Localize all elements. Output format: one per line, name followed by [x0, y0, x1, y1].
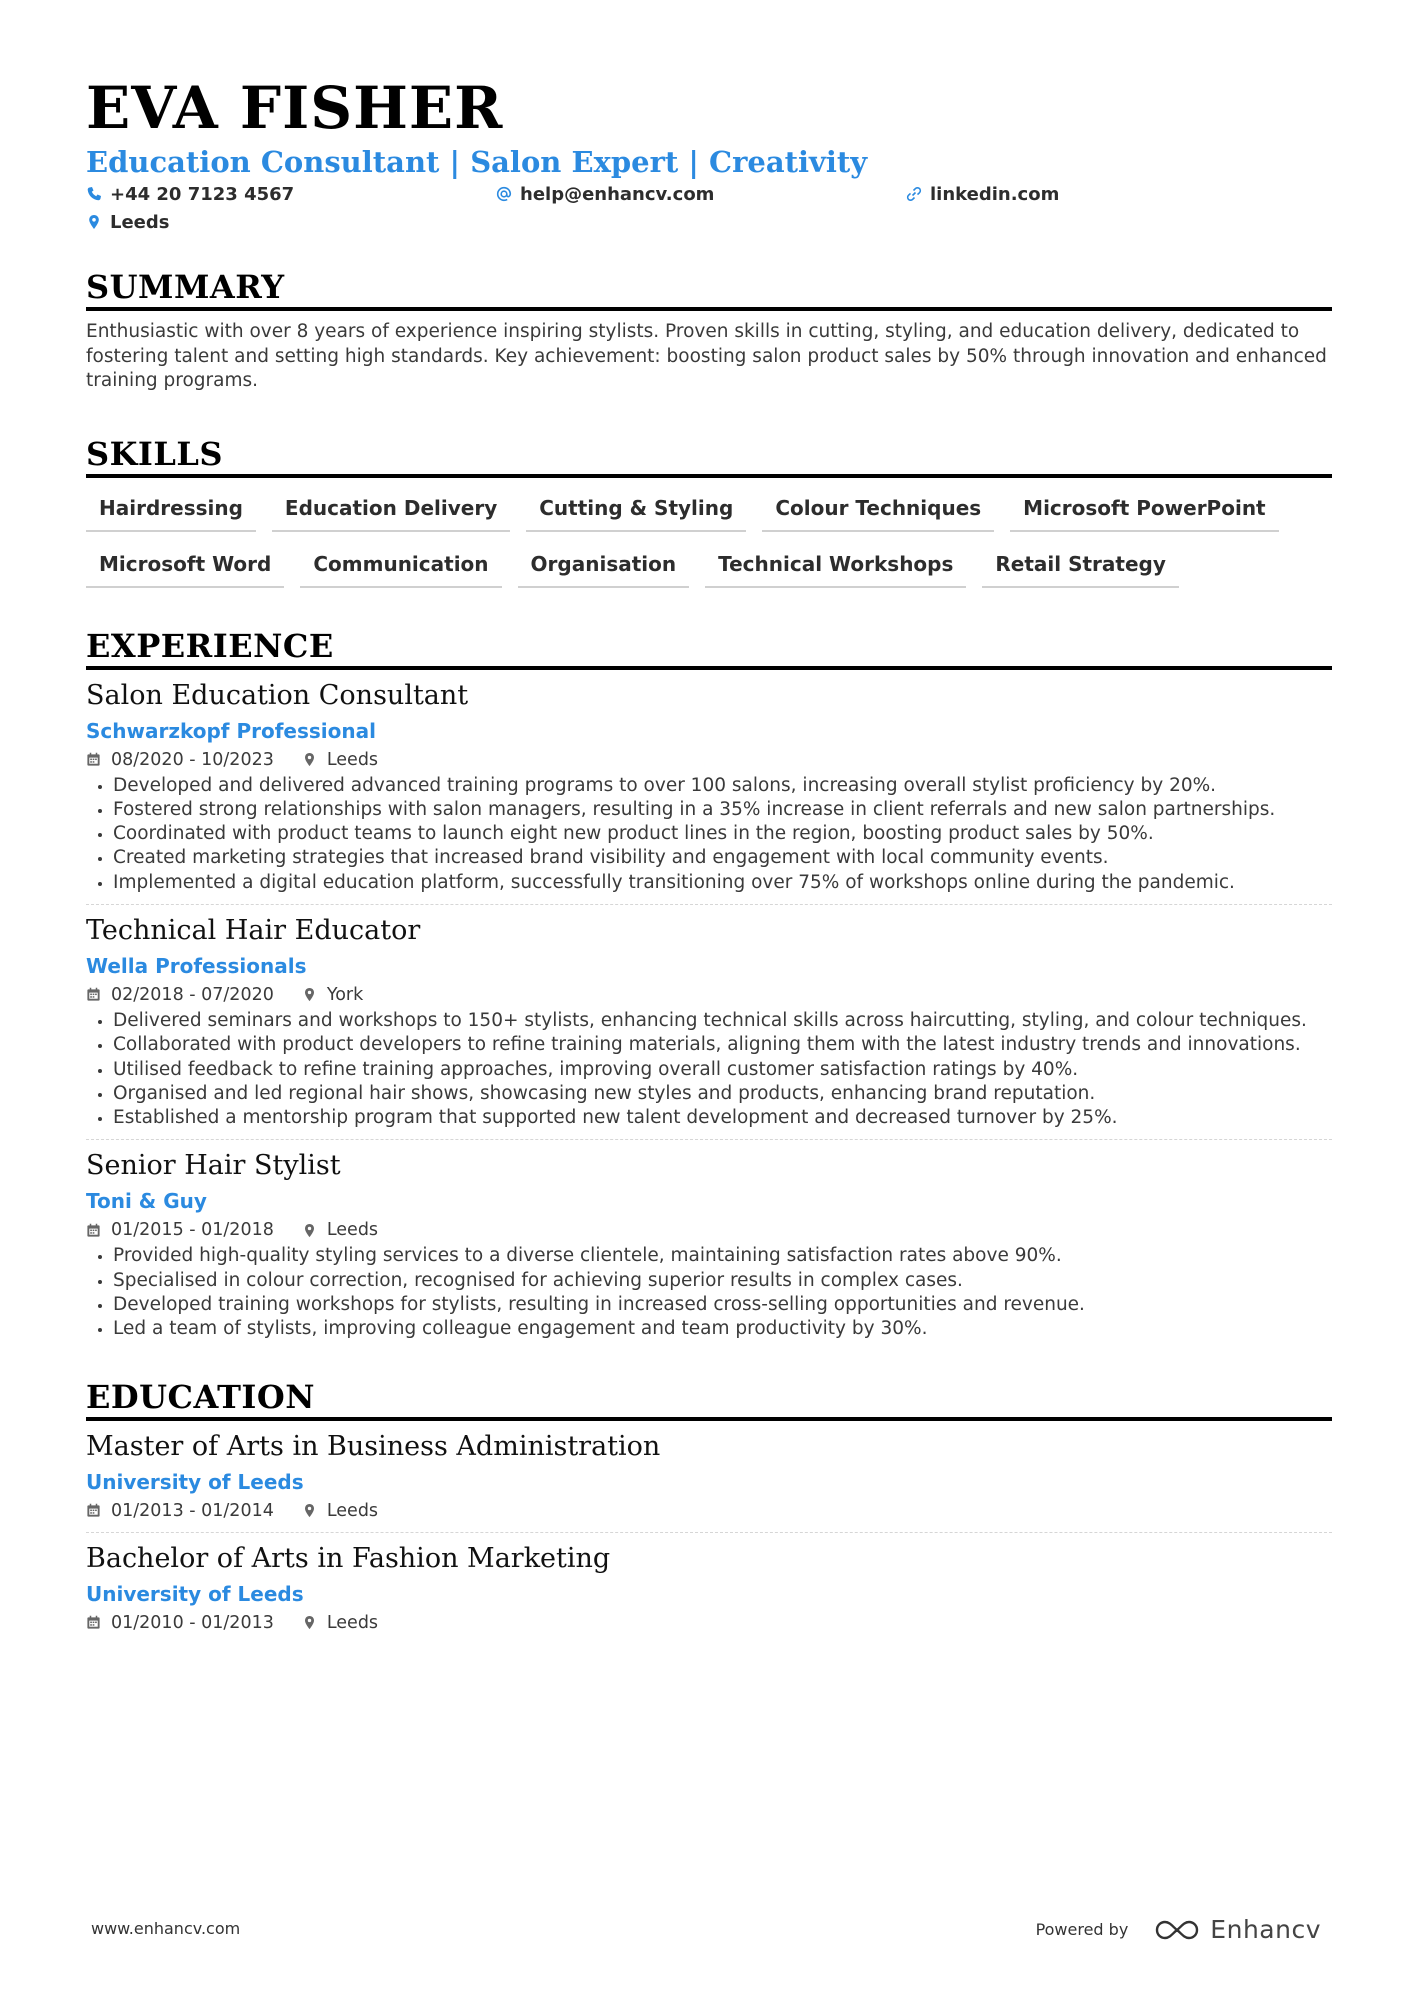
job-meta	[86, 983, 1332, 1007]
experience-entry	[86, 670, 1332, 905]
education-location	[302, 1499, 378, 1523]
job-dates: 02/2018 - 07/2020	[111, 984, 274, 1005]
experience-entry	[86, 1140, 1332, 1350]
contact-location	[86, 210, 496, 234]
skill-tag: Microsoft PowerPoint	[1010, 488, 1278, 532]
skill-tag: Microsoft Word	[86, 544, 284, 588]
experience-section	[86, 626, 1332, 1351]
candidate-name: EVA FISHER	[86, 74, 504, 142]
bullet-item: • Delivered seminars and workshops to 150+ stylists, enhancing technical skills across haircutting, styling, and colour techniques.	[113, 1009, 1332, 1033]
job-title: Salon Education Consultant	[86, 679, 469, 711]
bullet-item: • Utilised feedback to refine training approaches, improving overall customer satisfaction ratings by 40%.	[113, 1058, 1332, 1082]
summary-heading: SUMMARY	[86, 267, 1332, 311]
contact-info	[86, 182, 1332, 234]
skills-section	[86, 434, 1332, 600]
education-location	[302, 1611, 378, 1635]
job-location	[302, 983, 363, 1007]
company-name: Schwarzkopf Professional	[86, 718, 376, 743]
bullet-item: • Developed training workshops for stylists, resulting in increased cross-selling opportunities and revenue.	[113, 1293, 1332, 1317]
skill-tag: Technical Workshops	[705, 544, 966, 588]
job-meta	[86, 748, 1332, 772]
phone-icon	[86, 186, 102, 202]
linkedin-text: linkedin.com	[930, 183, 1060, 205]
brand-logo[interactable]	[1154, 1915, 1321, 1944]
email-text: help@enhancv.com	[520, 183, 715, 205]
location-text: Leeds	[110, 211, 170, 233]
degree-title: Bachelor of Arts in Fashion Marketing	[86, 1542, 611, 1574]
calendar-icon	[86, 1503, 101, 1518]
location-pin-icon	[302, 1223, 317, 1238]
bullet-item: • Established a mentorship program that supported new talent development and decreased turnover by 25%.	[113, 1106, 1332, 1130]
bullet-item: • Specialised in colour correction, recognised for achieving superior results in complex cases.	[113, 1269, 1332, 1293]
bullet-item: • Created marketing strategies that increased brand visibility and engagement with local community events.	[113, 846, 1332, 870]
location-pin-icon	[302, 1503, 317, 1518]
location-pin-icon	[302, 1615, 317, 1630]
powered-by-label: Powered by	[1035, 1920, 1129, 1939]
education-dates: 01/2013 - 01/2014	[111, 1500, 274, 1521]
bullet-item: • Collaborated with product developers to refine training materials, aligning them with the latest industry trends and innovations.	[113, 1033, 1332, 1057]
bullet-item: • Organised and led regional hair shows, showcasing new styles and products, enhancing brand reputation.	[113, 1082, 1332, 1106]
skills-heading: SKILLS	[86, 434, 1332, 478]
job-title: Senior Hair Stylist	[86, 1150, 341, 1182]
education-meta	[86, 1611, 1332, 1635]
calendar-icon	[86, 752, 101, 767]
job-location-text: Leeds	[326, 1220, 379, 1241]
skill-tag: Education Delivery	[272, 488, 510, 532]
school-name: University of Leeds	[86, 1469, 304, 1494]
job-title: Technical Hair Educator	[86, 914, 421, 946]
education-meta	[86, 1499, 1332, 1523]
job-meta	[86, 1218, 1332, 1242]
phone-text: +44 20 7123 4567	[110, 183, 295, 205]
skill-tag: Colour Techniques	[762, 488, 994, 532]
calendar-icon	[86, 1223, 101, 1238]
education-entry	[86, 1421, 1332, 1533]
job-bullets	[86, 1244, 1332, 1341]
calendar-icon	[86, 987, 101, 1002]
job-bullets	[86, 1009, 1332, 1130]
job-location-text: Leeds	[326, 749, 379, 770]
skill-tag: Organisation	[518, 544, 690, 588]
school-name: University of Leeds	[86, 1581, 304, 1606]
job-dates: 01/2015 - 01/2018	[111, 1220, 274, 1241]
bullet-item: • Implemented a digital education platform, successfully transitioning over 75% of workshops online during the pandemic.	[113, 871, 1332, 895]
degree-title: Master of Arts in Business Administration	[86, 1430, 661, 1462]
job-dates: 08/2020 - 10/2023	[111, 749, 274, 770]
link-icon	[906, 186, 922, 202]
experience-heading: EXPERIENCE	[86, 626, 1332, 670]
education-entry	[86, 1533, 1332, 1644]
skill-tag: Hairdressing	[86, 488, 256, 532]
job-location-text: York	[326, 984, 364, 1005]
enhancv-logo-icon	[1154, 1918, 1200, 1942]
company-name: Toni & Guy	[86, 1189, 207, 1214]
job-bullets	[86, 774, 1332, 895]
summary-text: Enthusiastic with over 8 years of experience inspiring stylists. Proven skills in cutting, styling, and education delivery, dedicated to fostering talent and setting high standards. Key achievement: boosting salon product sales by 50% through innovation and enhanced training programs.	[86, 321, 1327, 391]
education-dates: 01/2010 - 01/2013	[111, 1612, 274, 1633]
company-name: Wella Professionals	[86, 953, 307, 978]
at-icon	[496, 186, 512, 202]
contact-phone	[86, 182, 496, 206]
bullet-item: • Fostered strong relationships with salon managers, resulting in a 35% increase in client referrals and new salon partnerships.	[113, 798, 1332, 822]
brand-name: Enhancv	[1210, 1915, 1321, 1944]
footer-url[interactable]: www.enhancv.com	[91, 1919, 241, 1938]
resume-page	[86, 74, 1332, 1644]
education-heading: EDUCATION	[86, 1377, 1332, 1421]
page-footer	[91, 1915, 1321, 1945]
summary-section	[86, 267, 1332, 394]
skill-tag: Retail Strategy	[982, 544, 1179, 588]
bullet-item: • Led a team of stylists, improving colleague engagement and team productivity by 30%.	[113, 1317, 1332, 1341]
location-pin-icon	[302, 987, 317, 1002]
powered-by	[1036, 1915, 1321, 1944]
bullet-item: • Provided high-quality styling services to a diverse clientele, maintaining satisfaction rates above 90%.	[113, 1244, 1332, 1268]
experience-entry	[86, 905, 1332, 1140]
bullet-item: • Developed and delivered advanced training programs to over 100 salons, increasing overall stylist proficiency by 20%.	[113, 774, 1332, 798]
location-pin-icon	[86, 214, 102, 230]
bullet-item: • Coordinated with product teams to launch eight new product lines in the region, boosting product sales by 50%.	[113, 822, 1332, 846]
calendar-icon	[86, 1615, 101, 1630]
location-pin-icon	[302, 752, 317, 767]
candidate-title: Education Consultant | Salon Expert | Creativity	[86, 145, 868, 179]
education-location-text: Leeds	[326, 1612, 379, 1633]
job-location	[302, 748, 378, 772]
contact-email[interactable]	[496, 182, 906, 206]
skills-list	[86, 488, 1332, 600]
job-location	[302, 1218, 378, 1242]
skill-tag: Communication	[300, 544, 501, 588]
contact-linkedin[interactable]	[906, 182, 1286, 206]
skill-tag: Cutting & Styling	[526, 488, 746, 532]
education-section	[86, 1377, 1332, 1644]
education-location-text: Leeds	[326, 1500, 379, 1521]
